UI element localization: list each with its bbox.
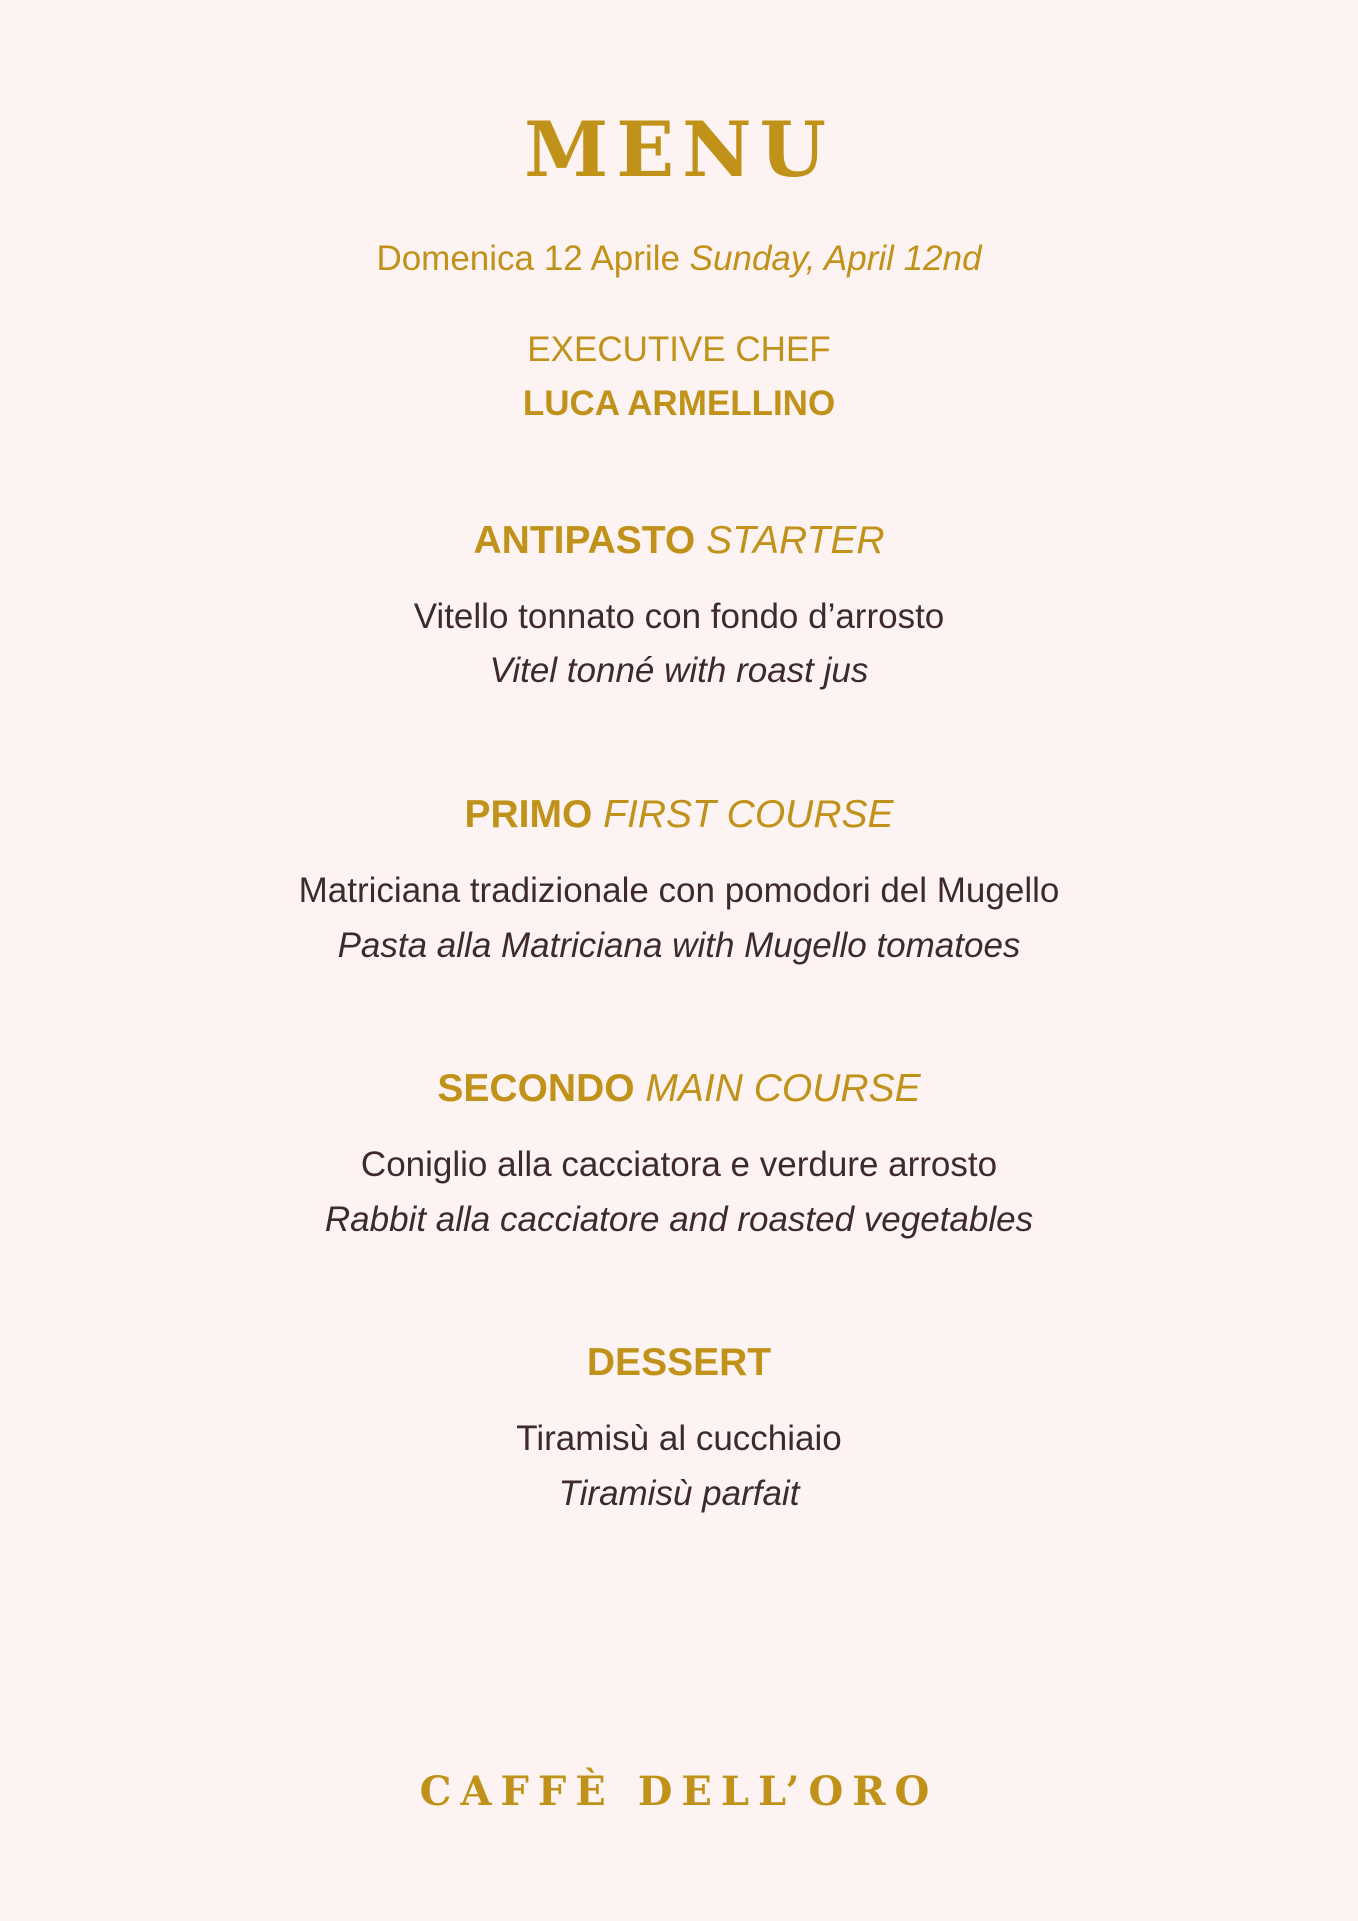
- course-heading-italian: DESSERT: [586, 1341, 772, 1384]
- date-english: Sunday, April 12nd: [689, 239, 982, 278]
- restaurant-name: CAFFÈ DELL’ORO: [419, 1768, 939, 1815]
- chef-role: EXECUTIVE CHEF: [527, 330, 831, 369]
- dish-english: Rabbit alla cacciatore and roasted vegetables: [324, 1200, 1034, 1239]
- course-heading-main-course: [0, 1066, 1358, 1113]
- course-heading-italian: ANTIPASTO: [473, 519, 696, 562]
- course-heading-italian: SECONDO: [437, 1067, 635, 1110]
- course-heading-english: FIRST COURSE: [603, 793, 894, 836]
- dish-english: Pasta alla Matriciana with Mugello tomatoes: [337, 926, 1021, 965]
- menu-title: MENU: [524, 105, 834, 194]
- dish-italian: Vitello tonnato con fondo d’arrosto: [413, 597, 945, 636]
- dish-italian: Coniglio alla cacciatora e verdure arrosto: [360, 1145, 998, 1184]
- chef-name: LUCA ARMELLINO: [522, 384, 836, 423]
- menu-date: [0, 238, 1358, 280]
- course-heading-english: STARTER: [706, 519, 885, 562]
- date-italian: Domenica 12 Aprile: [376, 239, 680, 278]
- course-heading-english: MAIN COURSE: [645, 1067, 921, 1110]
- course-heading-first-course: [0, 792, 1358, 839]
- course-heading-dessert: [0, 1340, 1358, 1387]
- dish-english: Tiramisù parfait: [558, 1474, 800, 1513]
- course-heading-starter: [0, 518, 1358, 565]
- dish-italian: Matriciana tradizionale con pomodori del Mugello: [298, 871, 1060, 910]
- dish-italian: Tiramisù al cucchiaio: [516, 1419, 842, 1458]
- dish-english: Vitel tonné with roast jus: [489, 651, 869, 690]
- course-heading-italian: PRIMO: [464, 793, 593, 836]
